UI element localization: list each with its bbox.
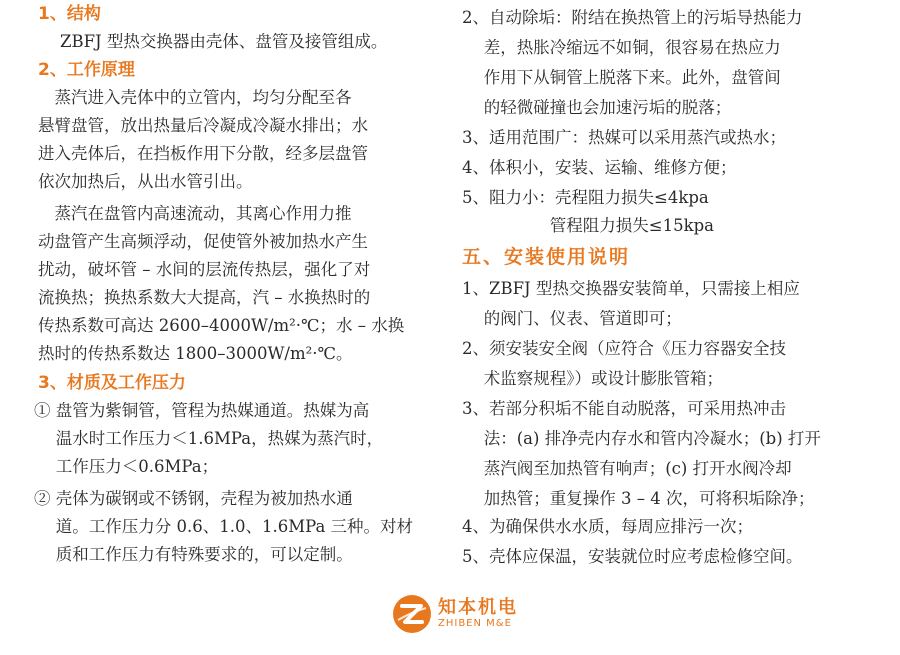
section-heading-material: 3、材质及工作压力 [38,373,186,393]
install-line: 1、ZBFJ 型热交换器安装简单，只需接上相应 [462,279,800,298]
principle-line: 蒸汽进入壳体中的立管内，均匀分配至各 [38,88,352,107]
install-line: 3、若部分积垢不能自动脱落，可采用热冲击 [462,399,786,418]
material-line: 道。工作压力分 0.6、1.0、1.6MPa 三种。对材 [34,517,414,536]
brand-name-en: ZHIBEN M&E [438,618,512,629]
install-line: 加热管；重复操作 3 – 4 次，可将积垢除净； [462,489,815,508]
feature-line: 5、阻力小：壳程阻力损失≤4kpa [462,188,709,207]
material-line: ① 盘管为紫铜管，管程为热媒通道。热媒为高 [34,401,370,420]
install-line: 蒸汽阀至加热管有响声；(c) 打开水阀冷却 [462,459,792,478]
principle-line: 传热系数可高达 2600–4000W/m²·℃；水 – 水换 [38,316,405,335]
install-line: 4、为确保供水水质，每周应排污一次； [462,517,753,536]
zhiben-logo-icon [392,594,432,634]
section-heading-structure: 1、结构 [38,4,101,24]
feature-line: 3、适用范围广：热媒可以采用蒸汽或热水； [462,128,786,147]
install-line: 2、须安装安全阀（应符合《压力容器安全技 [462,339,786,358]
principle-line: 热时的传热系数达 1800–3000W/m²·℃。 [38,344,353,363]
feature-line: 2、自动除垢：附结在换热管上的污垢导热能力 [462,8,803,27]
feature-line: 4、体积小，安装、运输、维修方便； [462,158,737,177]
principle-line: 扰动，破坏管 – 水间的层流传热层，强化了对 [38,260,371,279]
material-line: 温水时工作压力＜1.6MPa，热媒为蒸汽时， [34,429,384,448]
principle-line: 动盘管产生高频浮动，促使管外被加热水产生 [38,232,368,251]
feature-line: 差，热胀冷缩远不如铜，很容易在热应力 [462,38,781,57]
section-heading-principle: 2、工作原理 [38,60,135,80]
structure-text: ZBFJ 型热交换器由壳体、盘管及接管组成。 [60,32,388,51]
install-line: 5、壳体应保温，安装就位时应考虑检修空间。 [462,547,803,566]
principle-line: 流换热；换热系数大大提高，汽 – 水换热时的 [38,288,371,307]
install-line: 法：(a) 排净壳内存水和管内冷凝水；(b) 打开 [462,429,821,448]
feature-line: 作用下从铜管上脱落下来。此外，盘管间 [462,68,781,87]
brand-logo [392,594,518,634]
material-line: 工作压力＜0.6MPa； [34,457,219,476]
brand-name-cn: 知本机电 [438,597,518,618]
principle-line: 蒸汽在盘管内高速流动，其离心作用力推 [38,204,352,223]
principle-line: 进入壳体后，在挡板作用下分散，经多层盘管 [38,144,368,163]
install-line: 术监察规程》）或设计膨胀管箱； [462,369,723,388]
material-line: 质和工作压力有特殊要求的，可以定制。 [34,545,353,564]
install-line: 的阀门、仪表、管道即可； [462,309,682,328]
principle-line: 悬臂盘管，放出热量后冷凝成冷凝水排出；水 [38,116,368,135]
logo-text [438,598,518,630]
section-heading-installation: 五、安装使用说明 [462,246,631,268]
material-line: ② 壳体为碳钢或不锈钢，壳程为被加热水通 [34,489,353,508]
feature-line: 的轻微碰撞也会加速污垢的脱落； [462,98,732,117]
feature-line: 管程阻力损失≤15kpa [462,216,714,235]
principle-line: 依次加热后，从出水管引出。 [38,172,253,191]
